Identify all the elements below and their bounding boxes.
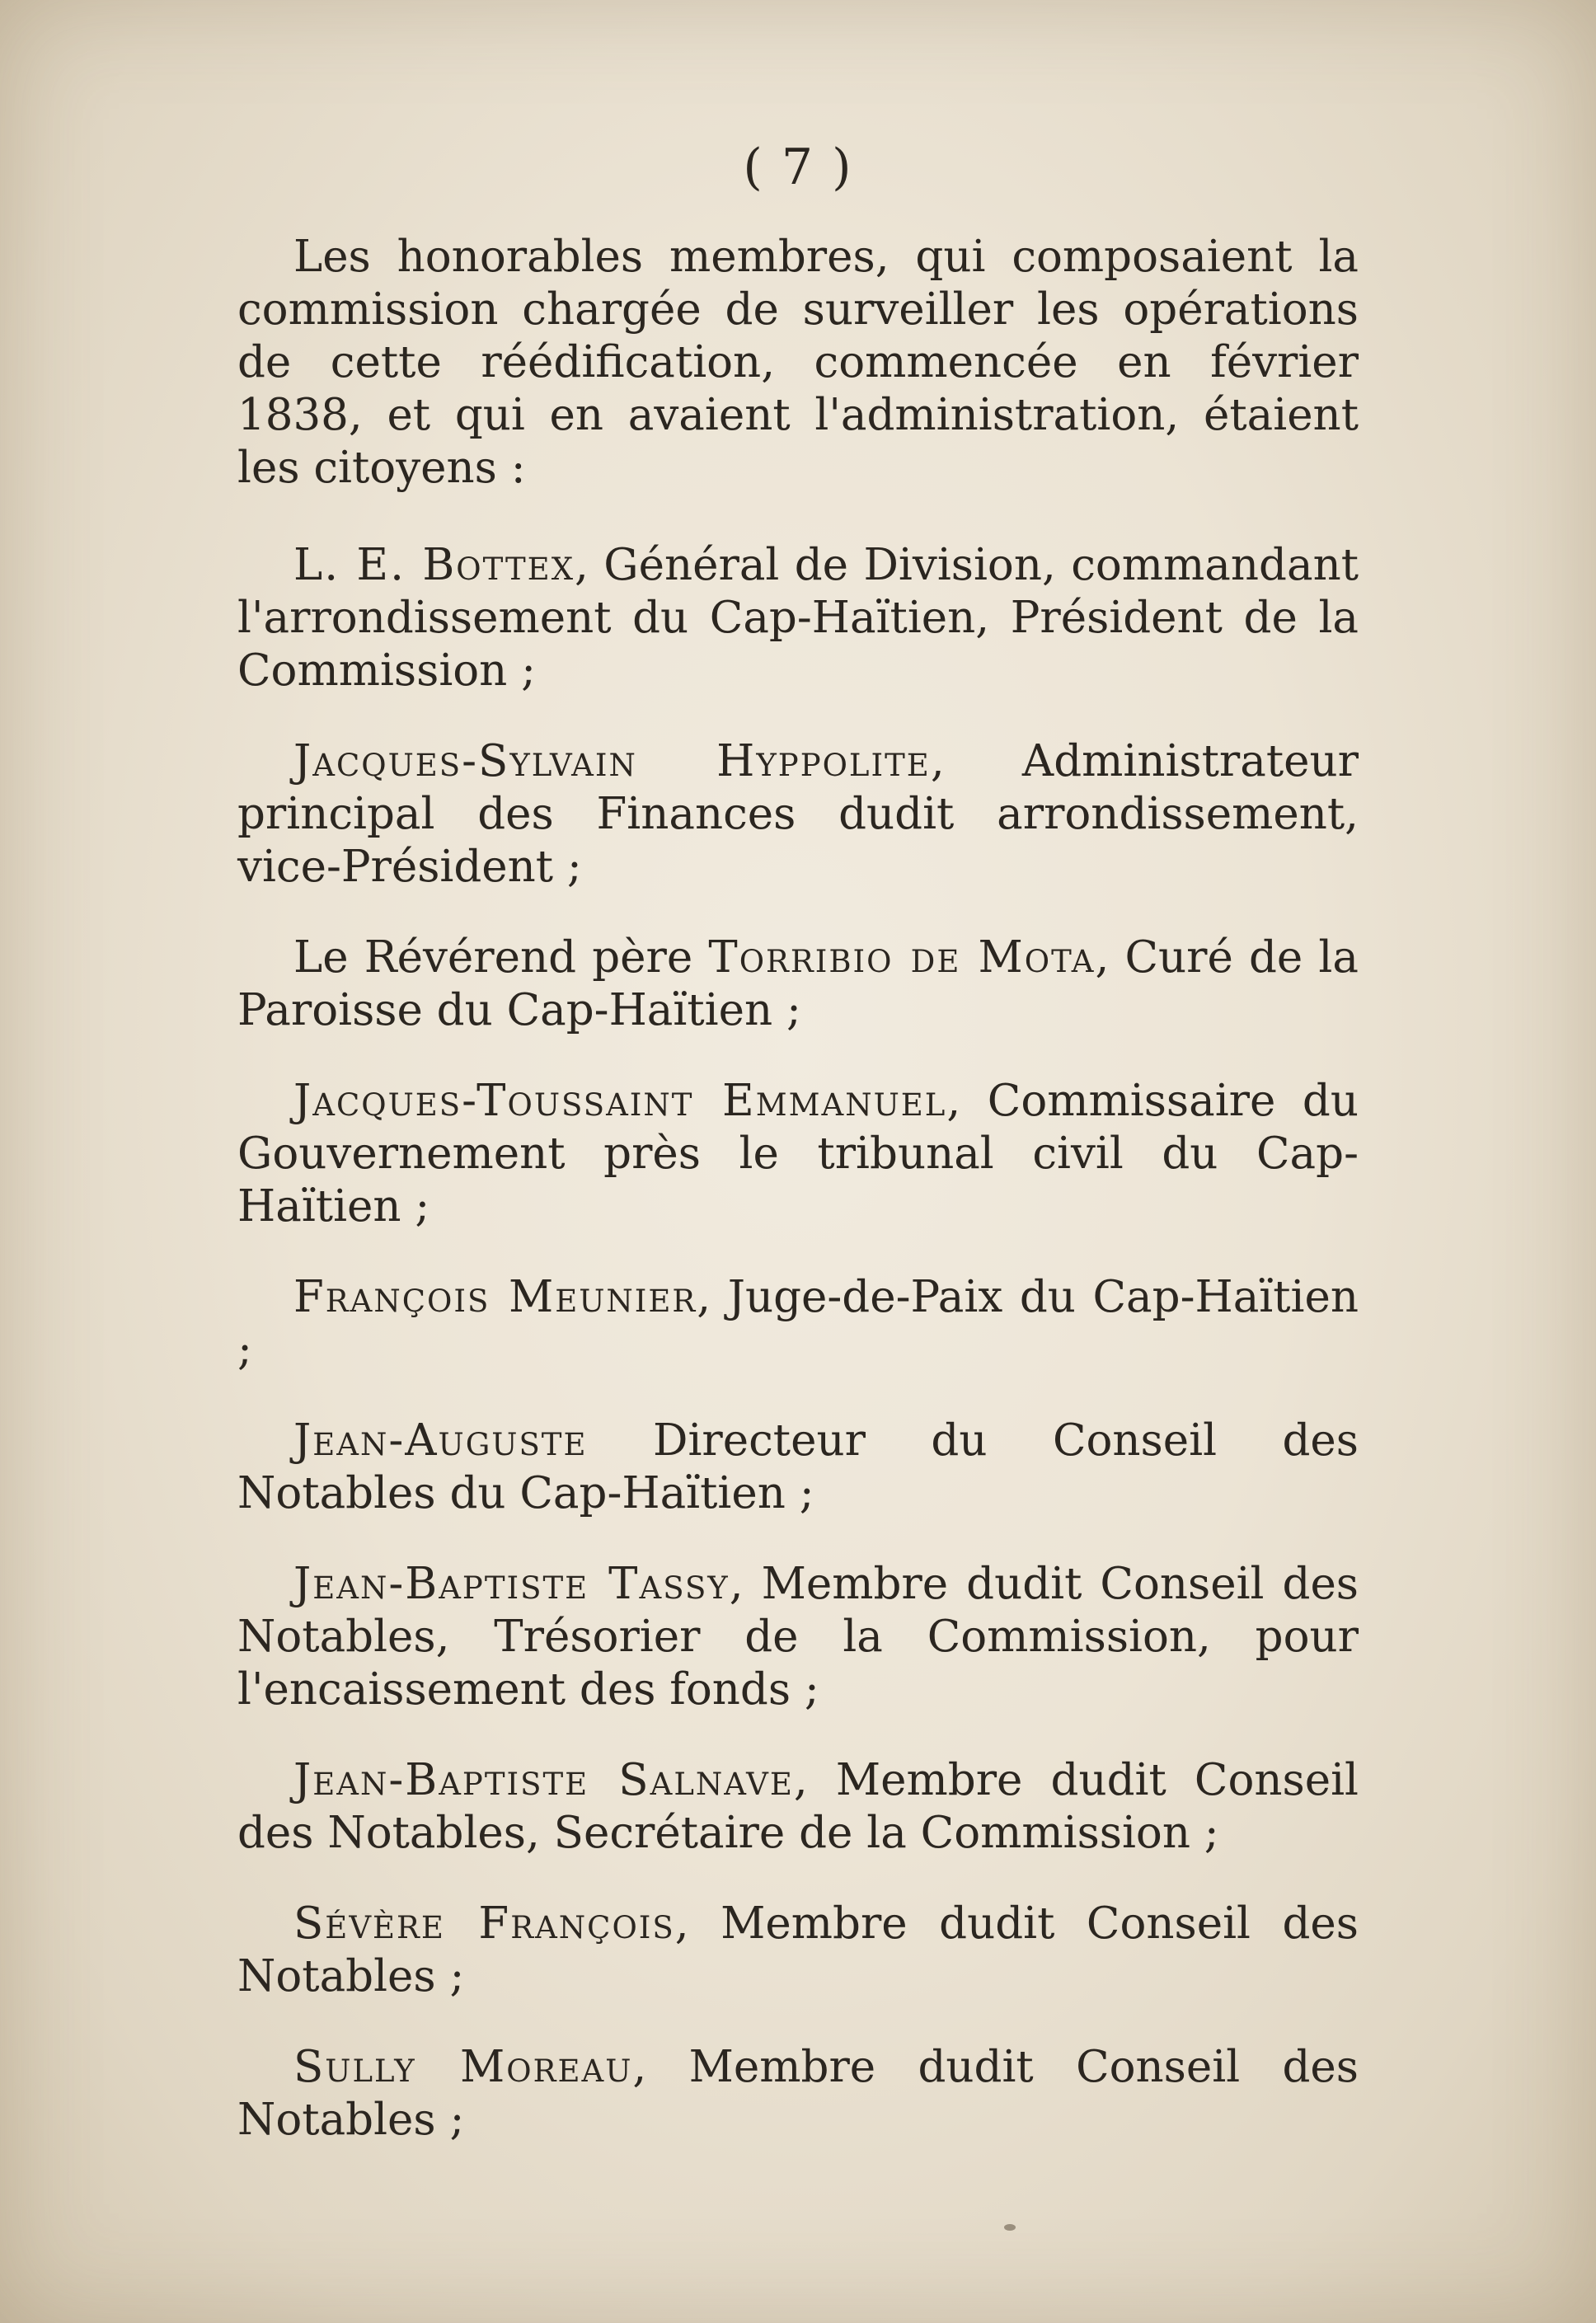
member-name: Jacques-Sylvain Hyppolite	[293, 736, 931, 786]
body-text	[237, 231, 1359, 2185]
member-role: , Juge-de-Paix du Cap-Haïtien ;	[237, 1272, 1359, 1375]
member-role: , Membre dudit Conseil des Notables ;	[237, 1898, 1359, 2002]
member-role: , Administrateur principal des Finances dudit arrondissement, vice-Président ;	[237, 736, 1359, 892]
member-entry	[237, 932, 1359, 1037]
member-prefix: Le Révérend père	[293, 932, 709, 983]
member-name: Sévère François	[293, 1898, 675, 1949]
member-name: Jean-Baptiste Salnave	[293, 1755, 794, 1805]
member-name: Torribio de Mota	[708, 932, 1096, 983]
member-name: François Meunier	[293, 1272, 697, 1322]
intro-paragraph: Les honorables membres, qui composaient la commission chargée de surveiller les opérations de cette réédification, commencée en février 1838, et qui en avaient l'administration, étaient les citoyens :	[237, 232, 1359, 493]
member-role: , Membre dudit Conseil des Notables ;	[237, 2042, 1359, 2145]
member-role: Directeur du Conseil des Notables du Cap-Haïtien ;	[237, 1415, 1359, 1518]
member-name: Sully Moreau	[293, 2042, 633, 2092]
ink-speck	[1004, 2224, 1016, 2231]
member-entry	[237, 735, 1359, 894]
member-name: L. E. Bottex	[293, 540, 575, 590]
member-role: , Général de Division, commandant l'arrondissement du Cap-Haïtien, Président de la Commission ;	[237, 540, 1359, 696]
page-number: ( 7 )	[743, 138, 853, 196]
member-role: , Commissaire du Gouvernement près le tribunal civil du Cap-Haïtien ;	[237, 1076, 1359, 1232]
member-entry	[237, 1415, 1359, 1520]
member-entry	[237, 539, 1359, 697]
member-entry	[237, 1271, 1359, 1377]
member-entry	[237, 1754, 1359, 1860]
member-name: Jean-Auguste	[293, 1415, 588, 1466]
member-role: , Membre dudit Conseil des Notables, Secrétaire de la Commission ;	[237, 1755, 1359, 1858]
member-entry	[237, 1558, 1359, 1716]
member-entry	[237, 1075, 1359, 1233]
member-entry	[237, 2041, 1359, 2147]
member-name: Jacques-Toussaint Emmanuel	[293, 1076, 947, 1126]
member-entry	[237, 1898, 1359, 2003]
member-role: , Membre dudit Conseil des Notables, Trésorier de la Commission, pour l'encaissement des fonds ;	[237, 1559, 1359, 1715]
member-role: , Curé de la Paroisse du Cap-Haïtien ;	[237, 932, 1359, 1035]
member-name: Jean-Baptiste Tassy	[293, 1559, 730, 1609]
